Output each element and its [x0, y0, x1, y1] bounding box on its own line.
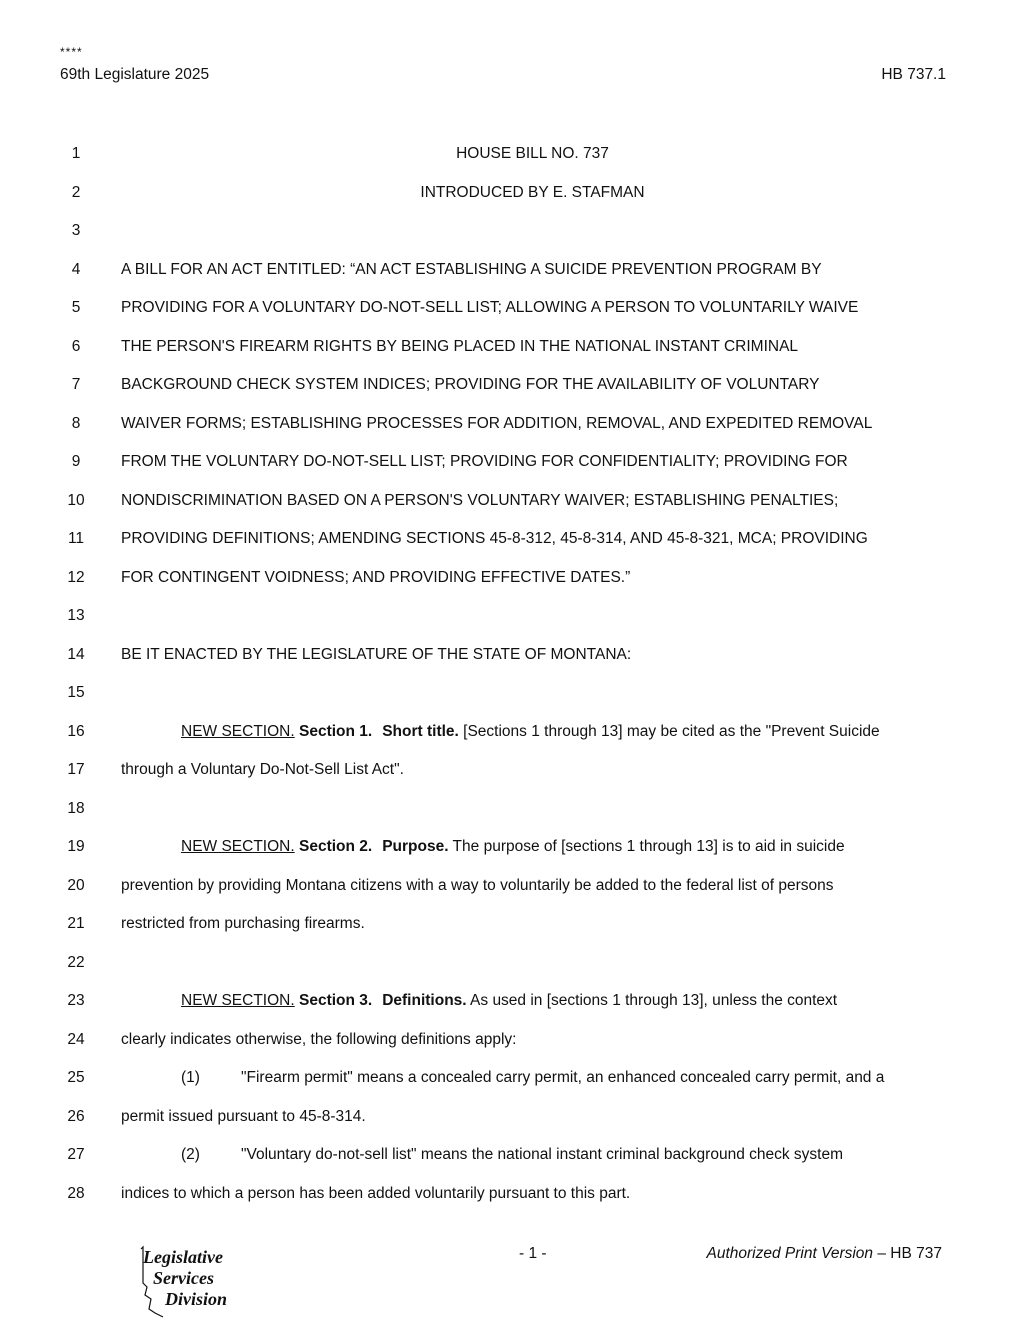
line-number: 3 [71, 222, 81, 239]
line-text: WAIVER FORMS; ESTABLISHING PROCESSES FOR ADDITION, REMOVAL, AND EXPEDITED REMOVAL [121, 414, 873, 432]
section-text: [Sections 1 through 13] may be cited as the "Prevent Suicide [458, 722, 880, 740]
line-number: 23 [67, 992, 85, 1009]
subsection-line [121, 1059, 944, 1098]
logo-line-division: Division [165, 1289, 228, 1309]
bill-line [0, 905, 1024, 944]
bill-line [0, 751, 1024, 790]
new-section-label: NEW SECTION. [181, 722, 295, 740]
bill-line [0, 1136, 1024, 1175]
line-number: 28 [67, 1184, 85, 1202]
line-text: clearly indicates otherwise, the following definitions apply: [121, 1030, 517, 1048]
subsection-line [121, 1136, 944, 1175]
line-number: 1 [71, 145, 81, 162]
line-number: 15 [67, 684, 85, 701]
line-number: 25 [67, 1069, 85, 1086]
line-text: NONDISCRIMINATION BASED ON A PERSON'S VOLUNTARY WAIVER; ESTABLISHING PENALTIES; [121, 491, 839, 509]
bill-title: HOUSE BILL NO. 737 [456, 145, 609, 162]
bill-body [0, 135, 1024, 1213]
section-number: Section 3. [298, 992, 373, 1009]
header-stars: **** [60, 45, 83, 59]
footer-bill-number: – HB 737 [873, 1245, 942, 1262]
logo-line-services: Services [153, 1268, 214, 1288]
page-number: - 1 - [519, 1245, 547, 1262]
line-text: PROVIDING DEFINITIONS; AMENDING SECTIONS 45-8-312, 45-8-314, AND 45-8-321, MCA; PROVIDING [121, 530, 868, 547]
line-number: 20 [67, 876, 85, 894]
bill-line [0, 251, 1024, 290]
section-number: Section 2. [298, 838, 373, 855]
line-number: 26 [67, 1107, 85, 1125]
authorized-print-label [706, 1245, 942, 1263]
bill-line [0, 828, 1024, 867]
bill-line [0, 1021, 1024, 1060]
line-number: 16 [67, 722, 85, 740]
line-text: FOR CONTINGENT VOIDNESS; AND PROVIDING EFFECTIVE DATES.” [121, 568, 631, 586]
line-number: 17 [67, 761, 85, 778]
subsection-text: "Firearm permit" means a concealed carry permit, an enhanced concealed carry permit, and a [241, 1069, 885, 1086]
bill-line [0, 212, 1024, 251]
bill-line [0, 867, 1024, 906]
line-number: 9 [71, 453, 81, 470]
bill-line [0, 443, 1024, 482]
bill-line [0, 944, 1024, 983]
section-heading-line [121, 828, 944, 867]
line-number: 13 [67, 607, 85, 624]
bill-line [0, 982, 1024, 1021]
bill-line [0, 135, 1024, 174]
line-number: 18 [67, 799, 85, 817]
line-number: 5 [71, 299, 81, 316]
section-text: As used in [sections 1 through 13], unless the context [466, 992, 838, 1009]
bill-line [0, 1059, 1024, 1098]
logo-line-legislative: Legislative [143, 1247, 223, 1267]
line-number: 11 [67, 530, 85, 547]
enacting-clause: BE IT ENACTED BY THE LEGISLATURE OF THE STATE OF MONTANA: [121, 645, 632, 663]
line-number: 22 [67, 953, 85, 971]
line-text: PROVIDING FOR A VOLUNTARY DO-NOT-SELL LIST; ALLOWING A PERSON TO VOLUNTARILY WAIVE [121, 299, 859, 316]
line-text: through a Voluntary Do-Not-Sell List Act". [121, 761, 404, 778]
bill-line [0, 1098, 1024, 1137]
line-text: restricted from purchasing firearms. [121, 915, 365, 932]
line-number: 12 [67, 568, 85, 586]
line-text: FROM THE VOLUNTARY DO-NOT-SELL LIST; PROVIDING FOR CONFIDENTIALITY; PROVIDING FOR [121, 453, 848, 470]
bill-line [0, 405, 1024, 444]
bill-line [0, 597, 1024, 636]
bill-line [0, 366, 1024, 405]
subsection-number: (2) [181, 1146, 200, 1163]
bill-line [0, 328, 1024, 367]
bill-line [0, 636, 1024, 675]
bill-line [0, 289, 1024, 328]
line-text: A BILL FOR AN ACT ENTITLED: “AN ACT ESTABLISHING A SUICIDE PREVENTION PROGRAM BY [121, 260, 822, 278]
line-number: 4 [71, 260, 81, 278]
section-text: The purpose of [sections 1 through 13] is to aid in suicide [448, 838, 845, 855]
section-title: Purpose. [382, 838, 449, 855]
authorized-print-version: Authorized Print Version [706, 1245, 874, 1262]
bill-line [0, 482, 1024, 521]
bill-line [0, 174, 1024, 213]
bill-line [0, 790, 1024, 829]
line-text: BACKGROUND CHECK SYSTEM INDICES; PROVIDING FOR THE AVAILABILITY OF VOLUNTARY [121, 376, 820, 393]
line-number: 24 [67, 1030, 85, 1048]
bill-line [0, 674, 1024, 713]
line-number: 6 [71, 337, 81, 355]
section-heading-line [121, 982, 944, 1021]
line-number: 2 [71, 183, 81, 201]
bill-line [0, 520, 1024, 559]
line-number: 14 [67, 645, 85, 663]
line-number: 8 [71, 414, 81, 432]
legislative-services-logo [133, 1243, 253, 1321]
bill-line [0, 713, 1024, 752]
line-number: 27 [67, 1146, 85, 1163]
line-text: prevention by providing Montana citizens with a way to voluntarily be added to the federal list of persons [121, 876, 834, 894]
new-section-label: NEW SECTION. [181, 992, 295, 1009]
subsection-number: (1) [181, 1069, 200, 1086]
bill-sponsor: INTRODUCED BY E. STAFMAN [420, 183, 645, 201]
line-text: permit issued pursuant to 45-8-314. [121, 1107, 366, 1125]
section-heading-line [121, 713, 944, 752]
section-title: Short title. [382, 722, 459, 740]
legislature-label: 69th Legislature 2025 [60, 66, 210, 83]
bill-line [0, 1175, 1024, 1214]
line-text: THE PERSON'S FIREARM RIGHTS BY BEING PLACED IN THE NATIONAL INSTANT CRIMINAL [121, 337, 799, 355]
section-title: Definitions. [382, 992, 467, 1009]
bill-line [0, 559, 1024, 598]
new-section-label: NEW SECTION. [181, 838, 295, 855]
line-number: 21 [67, 915, 85, 932]
line-number: 19 [67, 838, 85, 855]
subsection-text: "Voluntary do-not-sell list" means the national instant criminal background check system [241, 1146, 844, 1163]
line-text: indices to which a person has been added voluntarily pursuant to this part. [121, 1184, 631, 1202]
bill-version-label: HB 737.1 [881, 66, 946, 83]
line-number: 10 [67, 491, 85, 509]
section-number: Section 1. [298, 722, 373, 740]
line-number: 7 [71, 376, 81, 393]
